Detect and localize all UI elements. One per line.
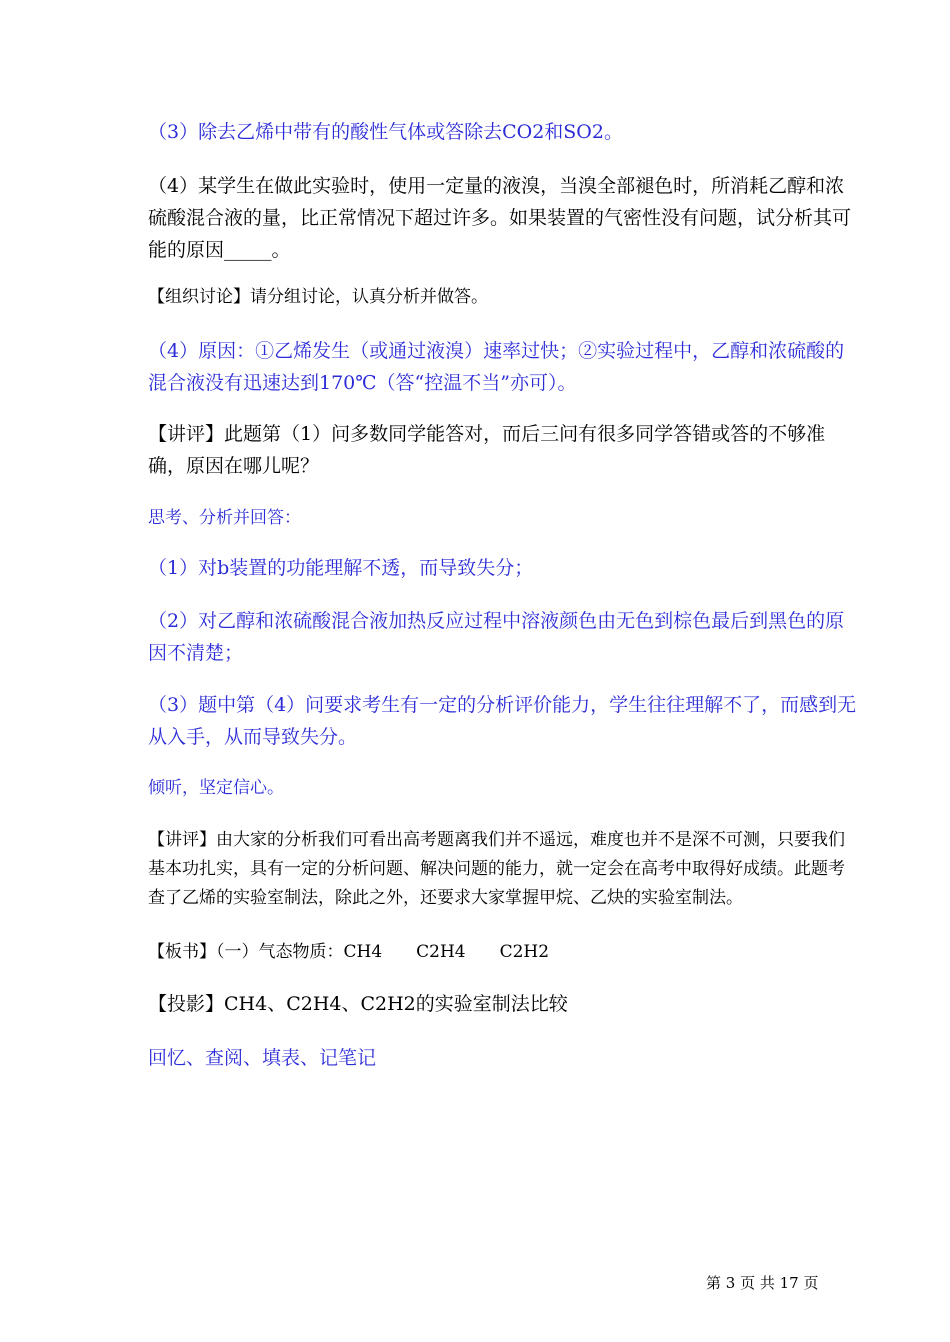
reason-1-paragraph: （1）对b装置的功能理解不透，而导致失分； xyxy=(148,557,534,579)
question-4-paragraph: （4）某学生在做此实验时，使用一定量的液溴，当溴全部褪色时，所消耗乙醇和浓硫酸混合液的量，比正常情况下超过许多。如果装置的气密性没有问题，试分析其可能的原因_____。 xyxy=(148,175,852,261)
answer-3-paragraph: （3）除去乙烯中带有的酸性气体或答除去CO2和SO2。 xyxy=(148,121,623,143)
think-analyze-paragraph: 思考、分析并回答： xyxy=(148,508,301,528)
reason-3-paragraph: （3）题中第（4）问要求考生有一定的分析评价能力，学生往往理解不了，而感到无从入手，从而导致失分。 xyxy=(148,694,857,748)
commentary-paragraph-2: 【讲评】由大家的分析我们可看出高考题离我们并不遥远，难度也并不是深不可测，只要我们基本功扎实，具有一定的分析问题、解决问题的能力，就一定会在高考中取得好成绩。此题考查了乙烯的实验室制法，除此之外，还要求大家掌握甲烷、乙炔的实验室制法。 xyxy=(148,830,845,908)
listen-paragraph: 倾听，坚定信心。 xyxy=(148,778,284,798)
blackboard-paragraph: 【板书】（一）气态物质：CH4 C2H4 C2H2 xyxy=(148,942,550,962)
reason-2-paragraph: （2）对乙醇和浓硫酸混合液加热反应过程中溶液颜色由无色到棕色最后到黑色的原因不清楚； xyxy=(148,610,845,664)
projection-paragraph: 【投影】CH4、C2H4、C2H2的实验室制法比较 xyxy=(148,993,568,1015)
group-discussion-paragraph: 【组织讨论】请分组讨论，认真分析并做答。 xyxy=(148,287,488,307)
recall-paragraph: 回忆、查阅、填表、记笔记 xyxy=(148,1047,377,1069)
answer-4-paragraph: （4）原因：①乙烯发生（或通过液溴）速率过快；②实验过程中，乙醇和浓硫酸的混合液没有迅速达到170℃（答“控温不当”亦可）。 xyxy=(148,340,845,394)
page-number-footer: 第 3 页 共 17 页 xyxy=(706,1274,819,1292)
commentary-paragraph-1: 【讲评】此题第（1）问多数同学能答对，而后三问有很多同学答错或答的不够准确，原因在哪儿呢？ xyxy=(148,423,826,477)
